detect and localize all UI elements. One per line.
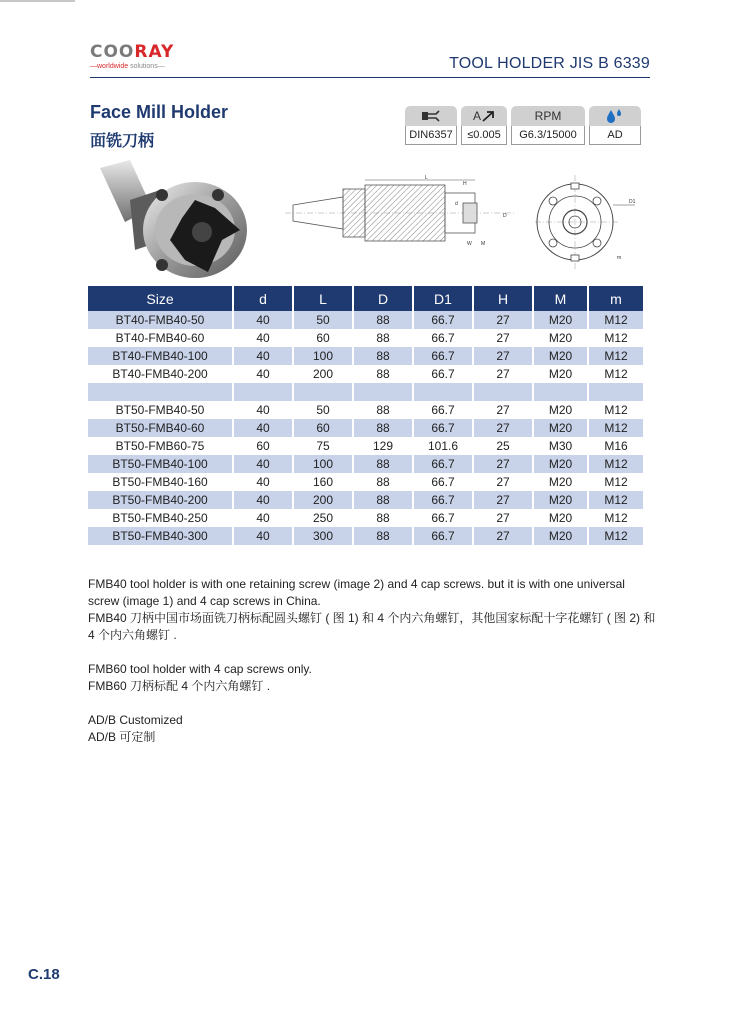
- table-cell: M12: [588, 401, 643, 419]
- table-cell: BT50-FMB40-50: [88, 401, 233, 419]
- table-cell: 40: [233, 347, 293, 365]
- table-cell: BT50-FMB40-100: [88, 455, 233, 473]
- table-cell: 40: [233, 491, 293, 509]
- table-cell: 88: [353, 473, 413, 491]
- table-row: [88, 491, 643, 509]
- table-cell: 66.7: [413, 311, 473, 329]
- table-cell: 66.7: [413, 329, 473, 347]
- table-cell: 50: [293, 401, 353, 419]
- table-cell: 300: [293, 527, 353, 545]
- table-cell: BT50-FMB40-200: [88, 491, 233, 509]
- col-header-L: L: [293, 286, 353, 311]
- table-cell: BT50-FMB40-160: [88, 473, 233, 491]
- col-header-m: m: [588, 286, 643, 311]
- notes-section: [88, 576, 658, 746]
- table-cell: 27: [473, 329, 533, 347]
- table-cell: 66.7: [413, 509, 473, 527]
- document-title: TOOL HOLDER JIS B 6339: [449, 55, 650, 72]
- col-header-H: H: [473, 286, 533, 311]
- table-cell: 27: [473, 401, 533, 419]
- table-cell: 40: [233, 527, 293, 545]
- table-cell: 88: [353, 419, 413, 437]
- table-cell: 160: [293, 473, 353, 491]
- table-cell: [293, 383, 353, 401]
- table-cell: 60: [293, 329, 353, 347]
- table-cell: 88: [353, 491, 413, 509]
- table-cell: 88: [353, 365, 413, 383]
- table-cell: 27: [473, 311, 533, 329]
- table-cell: 66.7: [413, 365, 473, 383]
- table-cell: 88: [353, 347, 413, 365]
- note-fmb60: FMB60 tool holder with 4 cap screws only. FMB60 刀柄标配 4 个内六角螺钉 .: [88, 662, 312, 693]
- table-row: [88, 329, 643, 347]
- col-header-D1: D1: [413, 286, 473, 311]
- table-cell: 250: [293, 509, 353, 527]
- table-cell: M20: [533, 401, 588, 419]
- spec-badge-coolant: AD: [589, 106, 641, 145]
- table-row: [88, 455, 643, 473]
- table-spacer-row: [88, 383, 643, 401]
- table-cell: M20: [533, 473, 588, 491]
- spec-badge-standard: DIN6357: [405, 106, 457, 145]
- side-view-drawing: [285, 175, 515, 260]
- table-cell: 27: [473, 491, 533, 509]
- col-header-M: M: [533, 286, 588, 311]
- table-cell: 88: [353, 509, 413, 527]
- table-row: [88, 527, 643, 545]
- table-row: [88, 473, 643, 491]
- table-cell: 66.7: [413, 491, 473, 509]
- table-cell: 66.7: [413, 347, 473, 365]
- product-title-cn: 面铣刀柄: [90, 133, 155, 150]
- table-cell: 40: [233, 311, 293, 329]
- product-photo: [90, 160, 260, 285]
- table-cell: M12: [588, 347, 643, 365]
- spec-badge-rpm: RPM G6.3/15000: [511, 106, 585, 145]
- table-cell: M20: [533, 455, 588, 473]
- table-cell: 88: [353, 455, 413, 473]
- table-cell: [353, 383, 413, 401]
- table-cell: M20: [533, 419, 588, 437]
- table-cell: BT50-FMB40-60: [88, 419, 233, 437]
- table-cell: M20: [533, 509, 588, 527]
- table-cell: M12: [588, 311, 643, 329]
- top-edge-rule: [0, 0, 75, 2]
- table-cell: 27: [473, 347, 533, 365]
- table-cell: 66.7: [413, 401, 473, 419]
- table-cell: M16: [588, 437, 643, 455]
- table-row: [88, 311, 643, 329]
- table-cell: [88, 383, 233, 401]
- table-cell: 66.7: [413, 455, 473, 473]
- table-row: [88, 509, 643, 527]
- col-header-size: Size: [88, 286, 233, 311]
- table-cell: 100: [293, 455, 353, 473]
- table-cell: M12: [588, 455, 643, 473]
- table-cell: BT40-FMB40-60: [88, 329, 233, 347]
- table-cell: 40: [233, 365, 293, 383]
- table-cell: 40: [233, 509, 293, 527]
- col-header-d: d: [233, 286, 293, 311]
- spec-badges: [405, 106, 641, 145]
- table-cell: [533, 383, 588, 401]
- col-header-D: D: [353, 286, 413, 311]
- table-cell: 27: [473, 473, 533, 491]
- table-cell: 88: [353, 329, 413, 347]
- spec-table: [88, 286, 643, 545]
- svg-text:d: d: [455, 201, 458, 207]
- svg-text:D1: D1: [629, 199, 636, 205]
- table-cell: [233, 383, 293, 401]
- table-cell: M12: [588, 329, 643, 347]
- table-cell: 27: [473, 365, 533, 383]
- table-cell: M12: [588, 527, 643, 545]
- table-cell: M20: [533, 347, 588, 365]
- svg-text:W: W: [467, 241, 472, 247]
- table-cell: M20: [533, 311, 588, 329]
- table-cell: 40: [233, 473, 293, 491]
- table-cell: BT40-FMB40-100: [88, 347, 233, 365]
- product-title: Face Mill Holder: [90, 102, 229, 122]
- table-cell: 75: [293, 437, 353, 455]
- table-cell: 66.7: [413, 473, 473, 491]
- table-cell: 40: [233, 419, 293, 437]
- table-cell: BT50-FMB40-250: [88, 509, 233, 527]
- table-row: [88, 419, 643, 437]
- table-cell: M20: [533, 329, 588, 347]
- table-row: [88, 401, 643, 419]
- table-cell: M12: [588, 509, 643, 527]
- table-cell: 66.7: [413, 527, 473, 545]
- table-cell: M30: [533, 437, 588, 455]
- svg-text:H: H: [463, 181, 467, 187]
- table-cell: 40: [233, 401, 293, 419]
- accuracy-arrow-icon: [481, 110, 495, 122]
- table-cell: M20: [533, 491, 588, 509]
- table-cell: 88: [353, 401, 413, 419]
- table-row: [88, 347, 643, 365]
- table-cell: M12: [588, 419, 643, 437]
- table-cell: 100: [293, 347, 353, 365]
- table-cell: M12: [588, 491, 643, 509]
- table-cell: M20: [533, 527, 588, 545]
- table-cell: BT40-FMB40-200: [88, 365, 233, 383]
- table-cell: 25: [473, 437, 533, 455]
- table-cell: 60: [233, 437, 293, 455]
- page-number: C.18: [28, 966, 60, 983]
- cooray-logo: COORAY —worldwide solutions—: [90, 42, 175, 70]
- table-cell: M12: [588, 365, 643, 383]
- table-cell: [473, 383, 533, 401]
- front-view-drawing: [535, 175, 645, 270]
- table-cell: 40: [233, 455, 293, 473]
- header-divider: [90, 77, 650, 78]
- table-row: [88, 437, 643, 455]
- table-cell: 27: [473, 527, 533, 545]
- table-cell: [413, 383, 473, 401]
- table-cell: 200: [293, 491, 353, 509]
- table-cell: BT40-FMB40-50: [88, 311, 233, 329]
- table-cell: 200: [293, 365, 353, 383]
- table-cell: M20: [533, 365, 588, 383]
- svg-text:L: L: [425, 175, 428, 181]
- table-cell: BT50-FMB60-75: [88, 437, 233, 455]
- table-cell: 60: [293, 419, 353, 437]
- table-cell: 129: [353, 437, 413, 455]
- table-cell: 88: [353, 527, 413, 545]
- svg-text:m: m: [617, 255, 622, 261]
- note-customized: AD/B Customized AD/B 可定制: [88, 713, 183, 744]
- table-row: [88, 365, 643, 383]
- table-cell: [588, 383, 643, 401]
- table-cell: 88: [353, 311, 413, 329]
- clamp-icon: [420, 109, 442, 123]
- table-cell: M12: [588, 473, 643, 491]
- coolant-drops-icon: [605, 108, 625, 124]
- table-cell: 40: [233, 329, 293, 347]
- table-cell: 66.7: [413, 419, 473, 437]
- table-cell: BT50-FMB40-300: [88, 527, 233, 545]
- table-cell: 27: [473, 419, 533, 437]
- table-header-row: [88, 286, 643, 311]
- table-cell: 50: [293, 311, 353, 329]
- note-fmb40: FMB40 tool holder is with one retaining screw (image 2) and 4 cap screws. but it is with one universal screw (image 1) and 4 cap screws in China. FMB40 刀柄中国市场面铣刀柄标配圆头螺钉 ( 图 1) 和 4 个内六角螺钉，其他国家标配十字花螺钉 ( 图 2) 和 4 个内六角螺钉 .: [88, 577, 656, 642]
- table-cell: 27: [473, 509, 533, 527]
- table-cell: 27: [473, 455, 533, 473]
- table-cell: 101.6: [413, 437, 473, 455]
- svg-text:D: D: [503, 213, 507, 219]
- svg-text:M: M: [481, 241, 486, 247]
- spec-badge-accuracy: A ≤0.005: [461, 106, 507, 145]
